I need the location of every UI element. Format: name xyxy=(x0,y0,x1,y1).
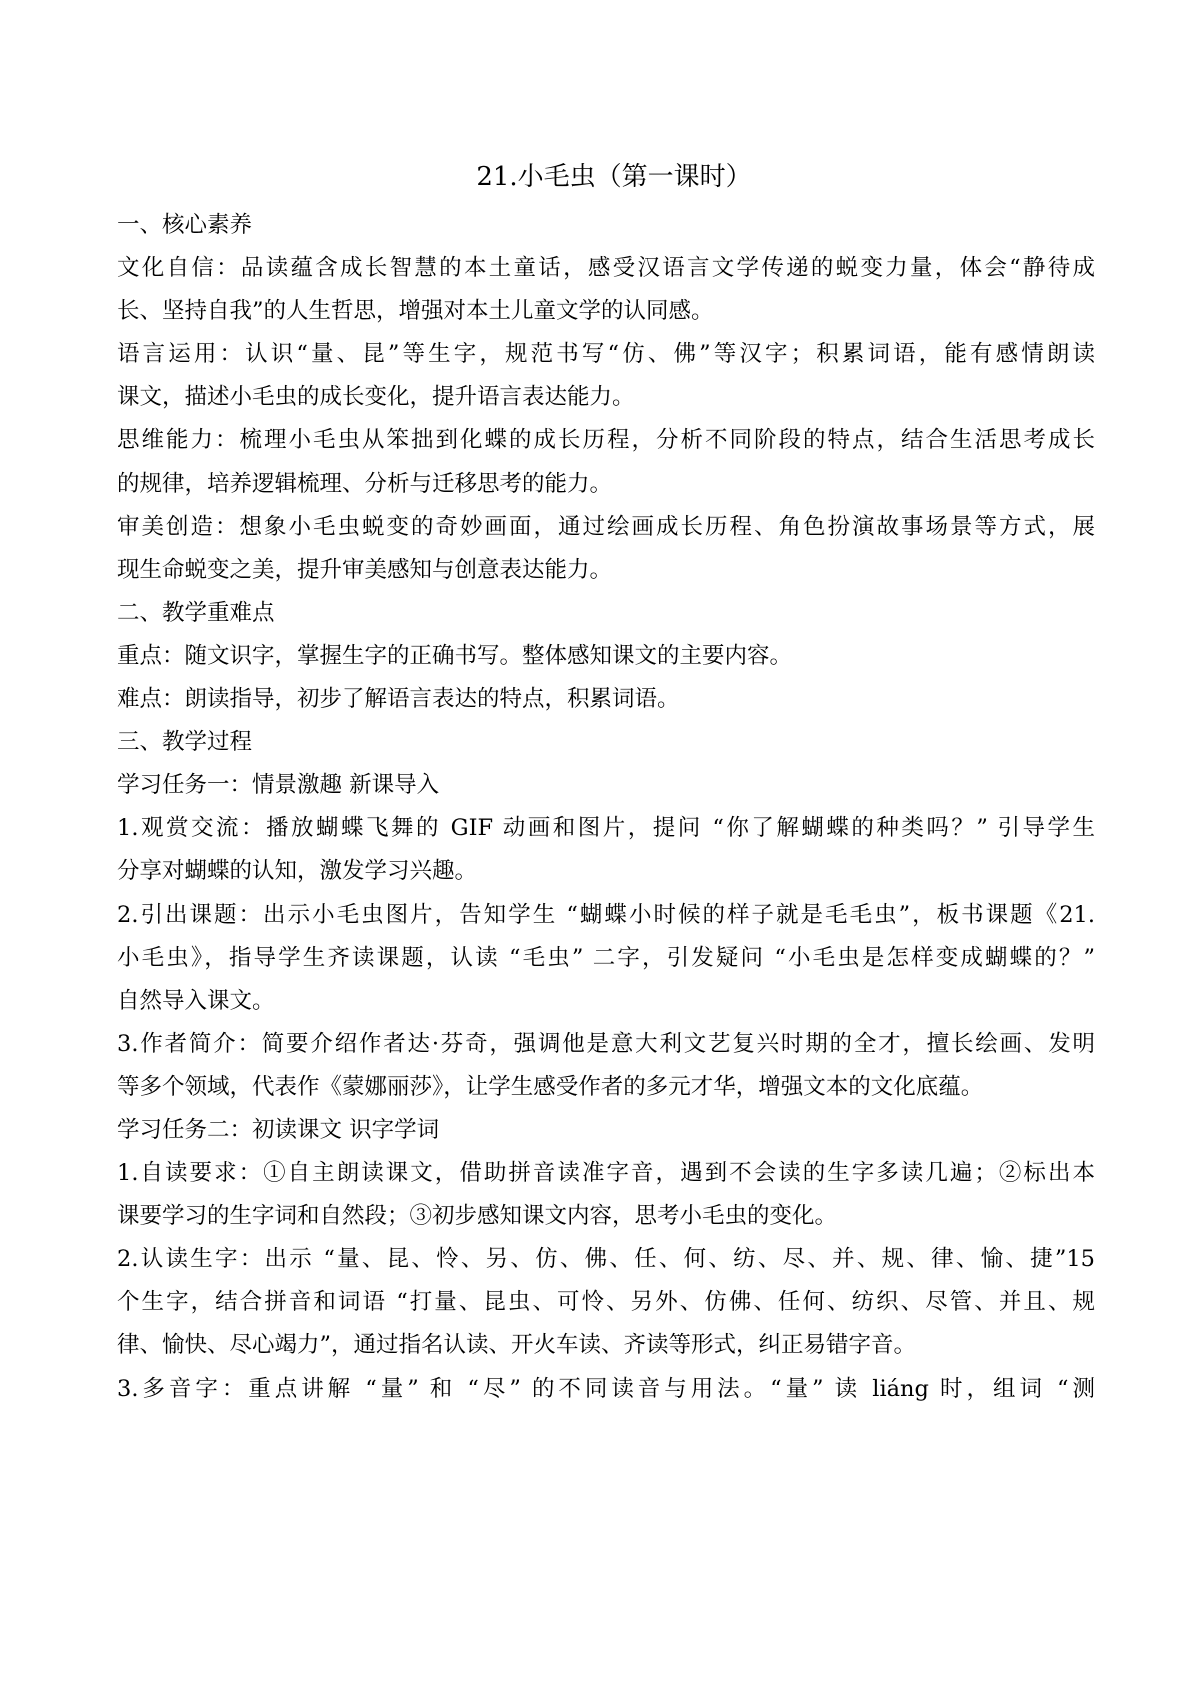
paragraph-line: 等多个领域，代表作《蒙娜丽莎》，让学生感受作者的多元才华，增强文本的文化底蕴。 xyxy=(117,1073,984,1100)
page-title: 21.小毛虫（第一课时） xyxy=(476,162,752,192)
paragraph-line: 语言运用：认识“量、昆”等生字，规范书写“仿、佛”等汉字；积累词语，能有感情朗读 xyxy=(117,341,1095,368)
paragraph-line: 思维能力：梳理小毛虫从笨拙到化蝶的成长历程，分析不同阶段的特点，结合生活思考成长 xyxy=(117,427,1095,454)
paragraph-line: 文化自信：品读蕴含成长智慧的本土童话，感受汉语言文学传递的蜕变力量，体会“静待成 xyxy=(117,255,1095,282)
paragraph-line: 自然导入课文。 xyxy=(117,987,275,1014)
paragraph-line: 难点：朗读指导，初步了解语言表达的特点，积累词语。 xyxy=(117,686,680,713)
task-heading-two: 学习任务二：初读课文 识字学词 xyxy=(117,1116,440,1143)
paragraph-line: 小毛虫》，指导学生齐读课题，认读 “毛虫” 二字，引发疑问 “小毛虫是怎样变成蝴蝶的？” xyxy=(117,944,1095,971)
section-heading-key-points: 二、教学重难点 xyxy=(117,599,275,626)
section-heading-teaching-process: 三、教学过程 xyxy=(117,729,253,756)
paragraph-line: 分享对蝴蝶的认知，激发学习兴趣。 xyxy=(117,858,478,885)
paragraph-line: 2.认读生字：出示 “量、昆、怜、另、仿、佛、任、何、纺、尽、并、规、律、愉、捷”15 xyxy=(117,1246,1095,1273)
paragraph-line: 课要学习的生字词和自然段；③初步感知课文内容，思考小毛虫的变化。 xyxy=(117,1203,838,1230)
paragraph-line: 个生字，结合拼音和词语 “打量、昆虫、可怜、另外、仿佛、任何、纺织、尽管、并且、规 xyxy=(117,1289,1095,1316)
paragraph-line: 3.多音字：重点讲解 “量” 和 “尽” 的不同读音与用法。“量” 读 liáng 时，组词 “测 xyxy=(117,1375,1095,1402)
paragraph-line: 2.引出课题：出示小毛虫图片，告知学生 “蝴蝶小时候的样子就是毛毛虫”，板书课题《21. xyxy=(117,901,1095,928)
paragraph-line: 1.观赏交流：播放蝴蝶飞舞的 GIF 动画和图片，提问 “你了解蝴蝶的种类吗？” 引导学生 xyxy=(117,815,1095,842)
paragraph-line: 长、坚持自我”的人生哲思，增强对本土儿童文学的认同感。 xyxy=(117,298,714,325)
paragraph-line: 现生命蜕变之美，提升审美感知与创意表达能力。 xyxy=(117,556,613,583)
paragraph-line: 3.作者简介：简要介绍作者达·芬奇，强调他是意大利文艺复兴时期的全才，擅长绘画、发明 xyxy=(117,1030,1095,1057)
paragraph-line: 重点：随文识字，掌握生字的正确书写。整体感知课文的主要内容。 xyxy=(117,642,793,669)
paragraph-line: 律、愉快、尽心竭力”，通过指名认读、开火车读、齐读等形式，纠正易错字音。 xyxy=(117,1332,917,1359)
paragraph-line: 的规律，培养逻辑梳理、分析与迁移思考的能力。 xyxy=(117,470,613,497)
paragraph-line: 1.自读要求：①自主朗读课文，借助拼音读准字音，遇到不会读的生字多读几遍；②标出本 xyxy=(117,1160,1095,1187)
section-heading-core-literacy: 一、核心素养 xyxy=(117,212,253,238)
task-heading-one: 学习任务一：情景激趣 新课导入 xyxy=(117,772,440,799)
paragraph-line: 课文，描述小毛虫的成长变化，提升语言表达能力。 xyxy=(117,384,635,411)
paragraph-line: 审美创造：想象小毛虫蜕变的奇妙画面，通过绘画成长历程、角色扮演故事场景等方式，展 xyxy=(117,513,1095,540)
